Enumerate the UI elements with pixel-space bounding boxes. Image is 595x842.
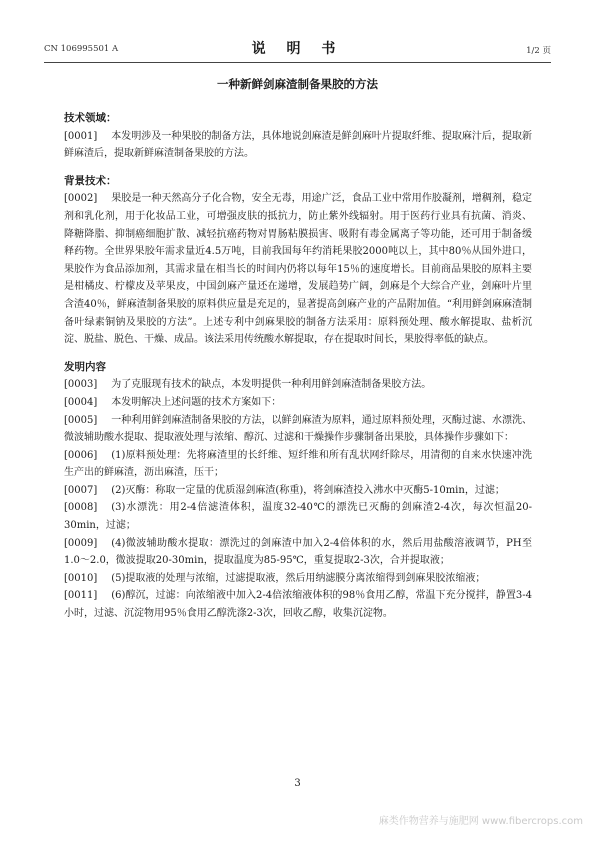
document-type: 说 明 书 <box>251 41 344 57</box>
section-heading-field: 技术领域： <box>64 112 117 124</box>
paragraph: [0010] (5)提取液的处理与浓缩，过滤提取液，然后用纳滤膜分离浓缩得到剑麻果胶浓缩液； <box>64 572 486 584</box>
paragraph: [0003] 为了克服现有技术的缺点，本发明提供一种利用鲜剑麻渣制备果胶方法。 <box>64 379 432 391</box>
section-heading-background: 背景技术： <box>64 174 117 187</box>
paragraph: [0007] (2)灭酶：称取一定量的优质湿剑麻渣(称重)，将剑麻渣投入沸水中灭酶5-10min，过滤； <box>64 484 505 496</box>
paragraph: [0008] (3)水漂洗：用2-4倍滤渣体积，温度32-40℃的漂洗已灭酶的剑麻渣2-4次，每次恒温20-30min，过滤； <box>64 502 532 532</box>
document-title: 一种新鲜剑麻渣制备果胶的方法 <box>217 77 378 91</box>
paragraph: [0009] (4)微波辅助酸水提取：漂洗过的剑麻渣中加入2-4倍体积的水，然后用盐酸溶液调节，PH至1.0～2.0，微波提取20-30min，提取温度为85-95℃，重复提取2-3次，合并提取液； <box>64 537 532 567</box>
watermark-text: 麻类作物营养与施肥网 www.fibercrops.com <box>378 816 583 827</box>
page-number: 3 <box>294 778 301 789</box>
paragraph: [0006] (1)原料预处理：先将麻渣里的长纤维、短纤维和所有乱状网纤除尽，用清彻的自来水快速冲洗生产出的鲜麻渣，沥出麻渣，压干； <box>64 449 532 479</box>
paragraph: [0002] 果胶是一种天然高分子化合物，安全无毒，用途广泛，食品工业中常用作胶凝剂，增稠剂，稳定剂和乳化剂，用于化妆品工业，可增强皮肤的抵抗力，防止紫外线辐射。用于医药行业具有抗菌、消炎、降糖降脂、抑制癌细胞扩散、减轻抗癌药物对胃肠粘膜损害、吸附有毒金属离子等功能，还可用于制备缓释药物。全世界果胶年需求量近4.5万吨，目前我国每年约消耗果胶2000吨以上，其中80％从国外进口，果胶作为食品添加剂，其需求量在相当长的时间内仍将以每年15％的速度增长。目前商品果胶的原料主要是柑橘皮、柠檬皮及苹果皮，中国剑麻产量还在递增，发展趋势广阔，剑麻是个大综合产业，剑麻叶片里含渣40％，鲜麻渣制备果胶的原料供应量是充足的，显著提高剑麻产业的产品附加值。“利用鲜剑麻麻渣制备叶绿素铜钠及果胶的方法”。上述专利中剑麻果胶的制备方法采用：原料预处理、酸水解提取、盐析沉淀、脱盐、脱色、干燥、成品。该法采用传统酸水解提取，存在提取时间长，果胶得率低的缺点。 <box>64 193 532 346</box>
paragraph: [0001] 本发明涉及一种果胶的制备方法，具体地说剑麻渣是鲜剑麻叶片提取纤维、提取麻汁后，提取新鲜麻渣后，提取新鲜麻渣制备果胶的方法。 <box>64 130 532 160</box>
section-heading-invention: 发明内容 <box>64 360 106 373</box>
paragraph: [0011] (6)醇沉，过滤：向浓缩液中加入2-4倍浓缩液体积的98％食用乙醇，常温下充分搅拌，静置3-4小时，过滤、沉淀物用95％食用乙醇洗涤2-3次，回收乙醇，收集沉淀物。 <box>64 590 532 620</box>
page-header <box>44 36 551 58</box>
header-divider <box>44 62 551 63</box>
document-body <box>64 110 532 623</box>
paragraph: [0004] 本发明解决上述问题的技术方案如下： <box>64 396 282 408</box>
patent-number: CN 106995501 A <box>44 44 119 54</box>
page-indicator: 1/2 页 <box>526 46 551 56</box>
paragraph: [0005] 一种利用鲜剑麻渣制备果胶的方法，以鲜剑麻渣为原料，通过原料预处理，灭酶过滤、水漂洗、微波辅助酸水提取、提取液处理与浓缩、醇沉、过滤和干燥操作步骤制备出果胶，具体操作步骤如下： <box>64 414 532 444</box>
